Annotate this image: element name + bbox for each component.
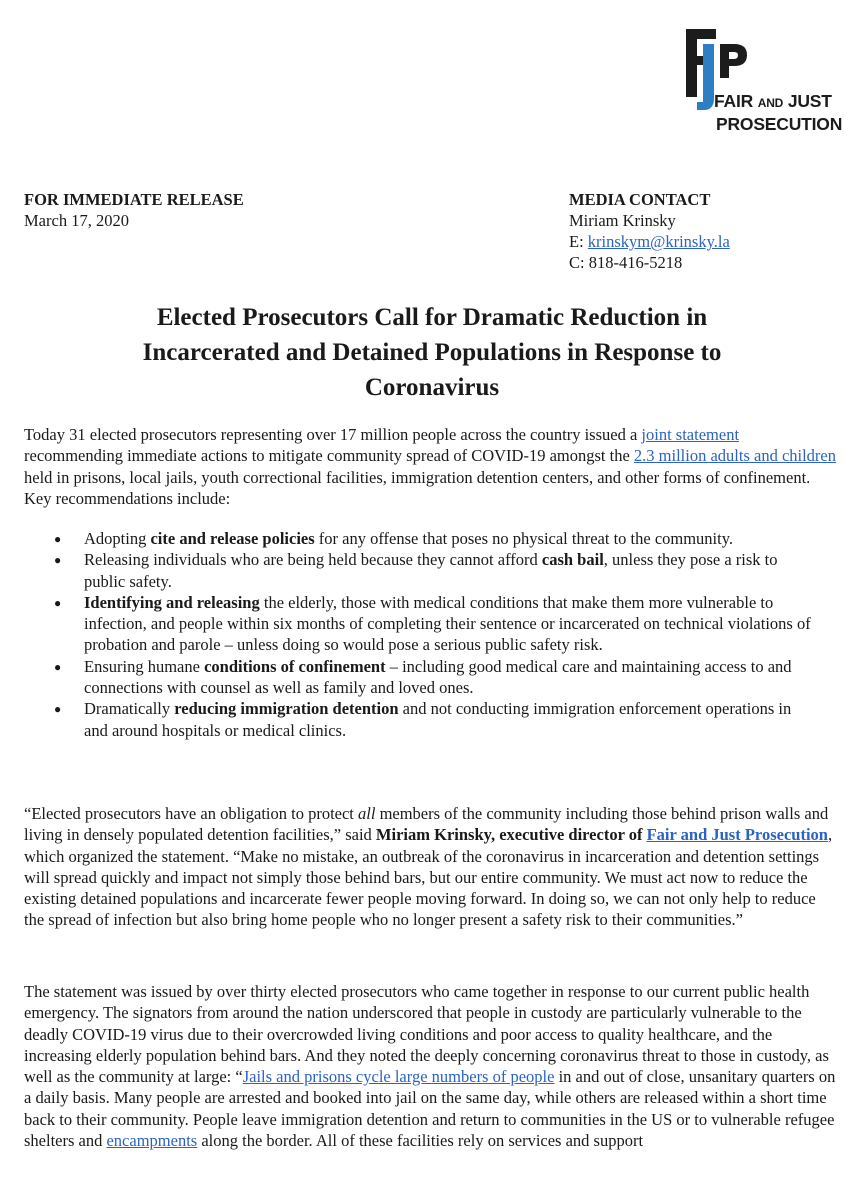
page-title: Elected Prosecutors Call for Dramatic Reduction in Incarcerated and Detained Populations in Response to Coronavirus [142,304,722,401]
contact-email-link[interactable]: krinskym@krinsky.la [587,232,730,251]
encampments-link[interactable]: encampments [106,1131,198,1151]
list-item: ● Releasing individuals who are being held because they cannot afford cash bail, unless they pose a risk to public safety. [0,549,814,592]
media-contact-block [569,189,730,273]
list-item: ● Ensuring humane conditions of confinement – including good medical care and maintaining access to and connections with counsel as well as family and loved ones. [0,656,814,699]
release-date: March 17, 2020 [24,211,129,230]
jails-prisons-link[interactable]: Jails and prisons cycle large numbers of people [242,1067,555,1087]
release-label: FOR IMMEDIATE RELEASE [24,190,244,209]
contact-phone: C: 818-416-5218 [569,253,683,272]
list-item: ● Dramatically reducing immigration detention and not conducting immigration enforcement operations in and around hospitals or medical clinics. [0,698,814,741]
logo-wordmark-line1: FAIR AND JUST [714,91,832,111]
recommendations-list [0,528,864,741]
media-contact-label: MEDIA CONTACT [569,190,711,209]
logo-wordmark-line2: PROSECUTION [716,114,843,134]
adults-children-link[interactable]: 2.3 million adults and children [633,446,836,466]
contact-email-row: E: krinskym@krinsky.la [569,232,730,251]
fjp-link[interactable]: Fair and Just Prosecution [646,825,828,845]
joint-statement-link[interactable]: joint statement [641,425,740,444]
release-block [24,189,244,231]
intro-paragraph: Today 31 elected prosecutors representing over 17 million people across the country issued a joint statement recommending immediate actions to mitigate community spread of COVID-19 amongst the 2.3 million adults and children held in prisons, local jails, youth correctional facilities, immigration detention centers, and other forms of confinement. Key recommendations include: [24,425,836,508]
quote-paragraph: “Elected prosecutors have an obligation to protect all members of the community including those behind prison walls and living in densely populated detention facilities,” said Miriam Krinsky, executive director of Fair and Just Prosecution, which organized the statement. “Make no mistake, an outbreak of the coronavirus in incarceration and detention settings will spread quickly and impact not simply those behind bars, but our entire community. We must act now to reduce the existing detained populations and incarcerate fewer people moving forward. In doing so, we can not only help to reduce the spread of infection but also bring home people who no longer present a safety risk to their communities.” [24,804,833,930]
contact-name: Miriam Krinsky [569,211,676,230]
list-item: ● Identifying and releasing the elderly, those with medical conditions that make them more vulnerable to infection, and people within six months of completing their sentence or incarcerated on technical violations of probation and parole – unless doing so would pose a serious public safety risk. [0,592,814,656]
statement-paragraph: The statement was issued by over thirty elected prosecutors who came together in response to our current public health emergency. The signators from around the nation underscored that people in custody are particularly vulnerable to the deadly COVID-19 virus due to their overcrowded living conditions and poor access to quality healthcare, and the increasing elderly population behind bars. And they noted the deeply concerning coronavirus threat to those in custody, as well as the community at large: “Jails and prisons cycle large numbers of people in and out of close, unsanitary quarters on a daily basis. Many people are arrested and booked into jail on the same day, while others are released within a short time back to their community. People leave immigration detention and return to communities in the US or to vulnerable refugee shelters and encampments along the border. All of these facilities rely on services and support [24,982,836,1151]
list-item: ● Adopting cite and release policies for any offense that poses no physical threat to the community. [0,528,814,549]
